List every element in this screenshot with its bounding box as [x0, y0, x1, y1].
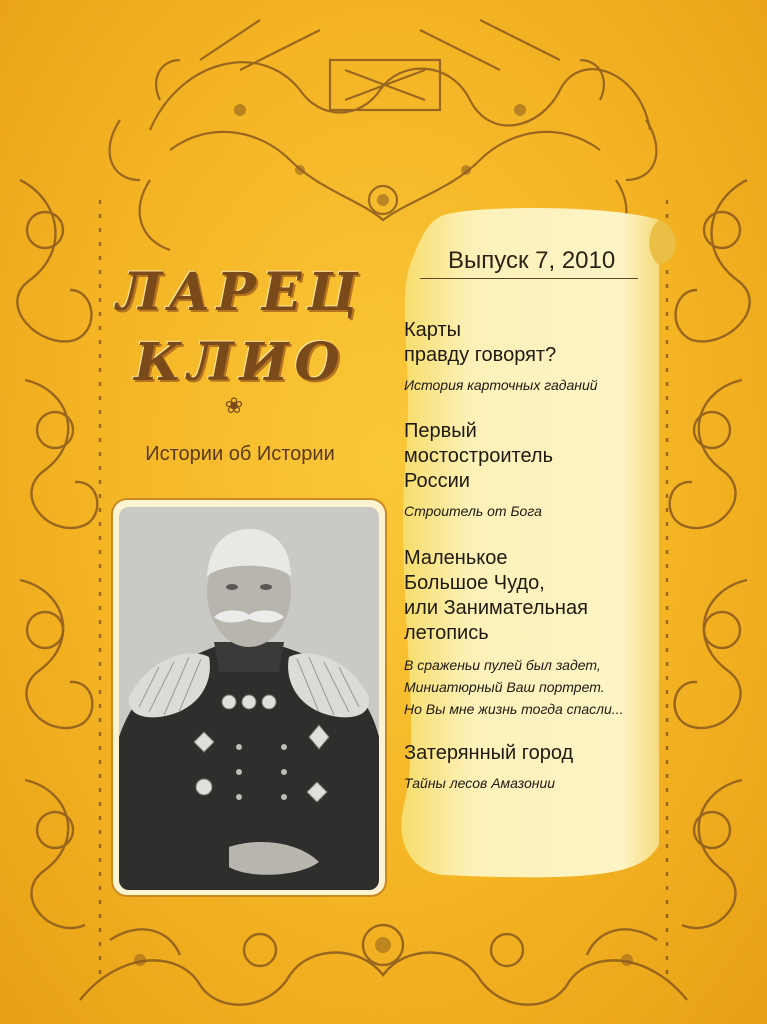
- article-subtitle: [404, 654, 694, 720]
- article-headline: [404, 741, 694, 766]
- subtitle-line: Тайны лесов Амазонии: [404, 775, 556, 791]
- article-subtitle: [404, 772, 694, 794]
- headline-line: Первый: [404, 420, 477, 442]
- tagline: Истории об Истории: [145, 443, 335, 465]
- headline-line: Большое Чудо,: [404, 572, 545, 594]
- article-miracle: [404, 546, 694, 720]
- article-cards: [404, 318, 694, 396]
- subtitle-line: Миниатюрный Ваш портрет.: [404, 679, 605, 695]
- article-subtitle: [404, 374, 694, 396]
- subtitle-line: В сраженьи пулей был задет,: [404, 657, 601, 673]
- subtitle-line: Строитель от Бога: [404, 503, 542, 519]
- headline-line: Затерянный город: [404, 742, 574, 764]
- portrait-photo: [119, 507, 379, 890]
- masthead-title-line1: ЛАРЕЦ: [116, 262, 364, 323]
- headline-line: России: [404, 470, 470, 492]
- headline-line: Карты: [404, 319, 461, 341]
- article-headline: [404, 419, 694, 494]
- headline-line: мостостроитель: [404, 445, 553, 467]
- subtitle-line: История карточных гаданий: [404, 377, 598, 393]
- article-bridge-builder: [404, 419, 694, 522]
- article-lost-city: [404, 741, 694, 794]
- subtitle-line: Но Вы мне жизнь тогда спасли...: [404, 701, 624, 717]
- issue-rule: [420, 278, 638, 279]
- headline-line: или Занимательная: [404, 597, 588, 619]
- portrait-illustration: [119, 507, 379, 890]
- article-headline: [404, 318, 694, 368]
- masthead-title-line2: КЛИО: [134, 332, 346, 393]
- flower-ornament-icon: ❀: [224, 393, 244, 418]
- headline-line: летопись: [404, 622, 489, 644]
- masthead-title: [95, 258, 385, 398]
- article-subtitle: [404, 500, 694, 522]
- headline-line: Маленькое: [404, 547, 508, 569]
- issue-label: Выпуск 7, 2010: [448, 247, 616, 274]
- article-headline: [404, 546, 694, 646]
- headline-line: правду говорят?: [404, 344, 557, 366]
